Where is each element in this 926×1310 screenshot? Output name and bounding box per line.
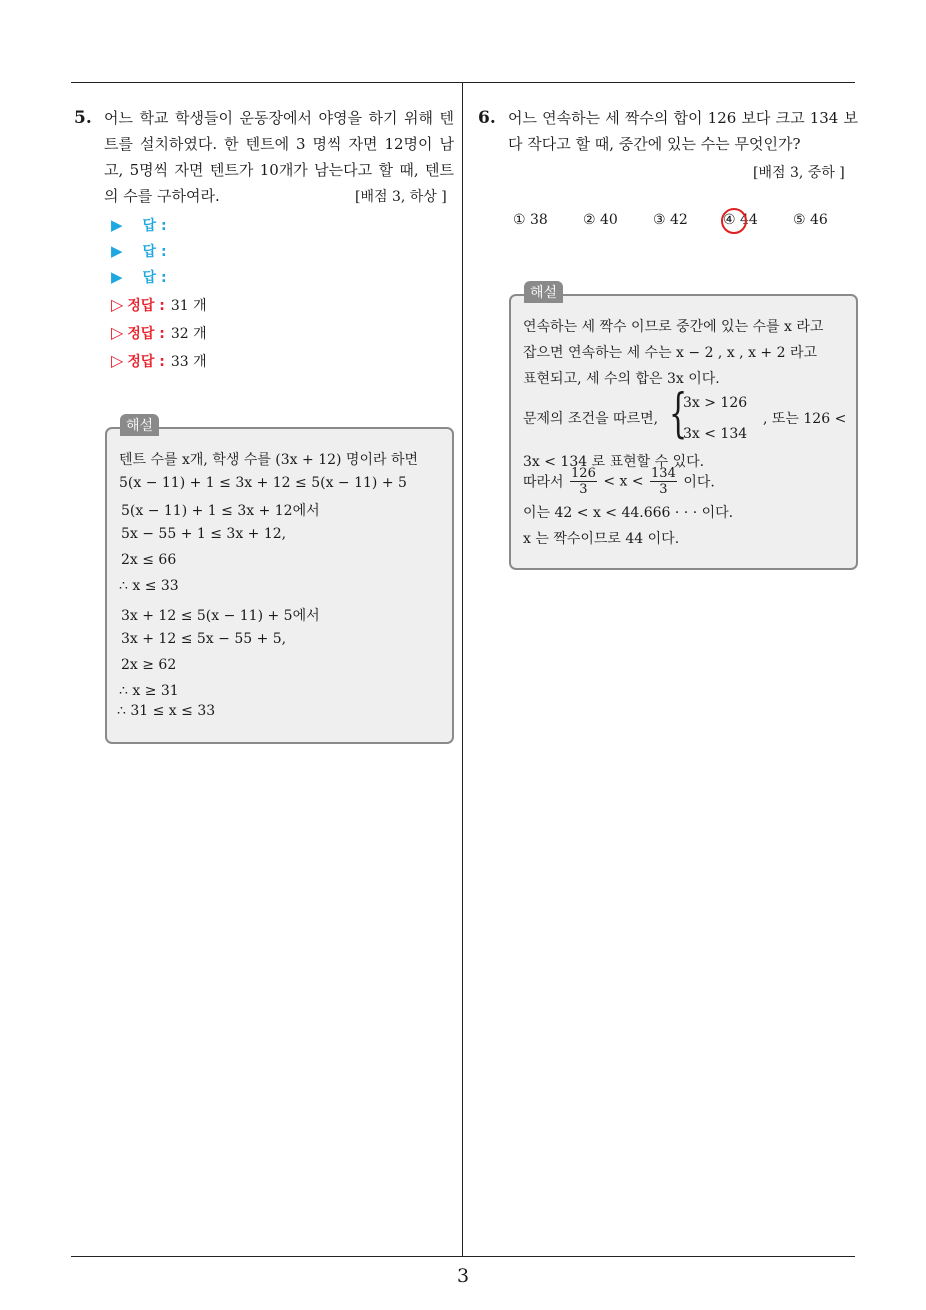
answer-line-1[interactable] [111, 213, 167, 237]
correct-value: 33 개 [170, 354, 207, 370]
question-5-score: [배점 3, 하상 ] [355, 189, 447, 205]
solution-5-line: 5(x − 11) + 1 ≤ 3x + 12에서 [121, 503, 320, 519]
top-rule [71, 82, 855, 83]
answer-line-3[interactable] [111, 265, 167, 289]
solution-6-line: x 는 짝수이므로 44 이다. [523, 531, 680, 547]
solution-6-line: 표현되고, 세 수의 합은 3x 이다. [523, 371, 720, 387]
correct-value: 32 개 [170, 326, 207, 342]
choice-3[interactable]: ③ 42 [653, 212, 688, 228]
solution-6-line: 문제의 조건을 따르면, [523, 411, 659, 427]
choice-2[interactable]: ② 40 [583, 212, 618, 228]
frac-suffix: 이다. [683, 474, 715, 491]
choice-1[interactable]: ① 38 [513, 212, 548, 228]
solution-5-line: ∴ 31 ≤ x ≤ 33 [117, 703, 216, 719]
page-number: 3 [456, 1265, 470, 1287]
solution-6-line: 연속하는 세 짝수 이므로 중간에 있는 수를 x 라고 [523, 319, 824, 335]
solution-5-line: 텐트 수를 x개, 학생 수를 (3x + 12) 명이라 하면 [119, 452, 419, 468]
play-triangle-icon: ▶ [111, 216, 123, 234]
solution-6-line: 3x < 134 로 표현할 수 있다. [523, 454, 705, 470]
correct-value: 31 개 [170, 298, 207, 314]
solution-5-line: 5(x − 11) + 1 ≤ 3x + 12 ≤ 5(x − 11) + 5 [119, 475, 407, 491]
solution-6-line: 이는 42 < x < 44.666 · · · 이다. [523, 505, 734, 521]
selected-answer-circle [721, 208, 747, 234]
choice-5[interactable]: ⑤ 46 [793, 212, 828, 228]
question-6-text: 어느 연속하는 세 짝수의 합이 126 보다 크고 134 보다 작다고 할 때, 중간에 있는 수는 무엇인가? [508, 109, 858, 153]
answer-label: 답 : [142, 270, 167, 286]
outline-triangle-icon: ▷ [111, 295, 124, 314]
system-brace: { [669, 384, 688, 444]
frac-mid: < x < [603, 473, 644, 490]
correct-answer-3 [111, 349, 207, 373]
solution-5-line: 3x + 12 ≤ 5x − 55 + 5, [121, 631, 287, 647]
correct-answer-2 [111, 321, 207, 345]
outline-triangle-icon: ▷ [111, 323, 124, 342]
outline-triangle-icon: ▷ [111, 351, 124, 370]
correct-label: 정답 : [127, 326, 165, 342]
play-triangle-icon: ▶ [111, 242, 123, 260]
play-triangle-icon: ▶ [111, 268, 123, 286]
solution-6-line: , 또는 126 < [763, 411, 847, 427]
solution-5-line: 2x ≥ 62 [121, 657, 177, 673]
answer-line-2[interactable] [111, 239, 167, 263]
system-top: 3x > 126 [683, 395, 748, 411]
solution-5-line: ∴ x ≤ 33 [119, 578, 179, 594]
fraction-134-over-3: $\frac{134}{3}$ [651, 466, 676, 497]
column-divider [462, 83, 463, 1257]
solution-5-line: 2x ≤ 66 [121, 552, 177, 568]
solution-badge-6: 해설 [524, 281, 563, 303]
correct-answer-1 [111, 293, 207, 317]
solution-badge-5: 해설 [120, 414, 159, 436]
correct-label: 정답 : [127, 354, 165, 370]
question-5-number: 5. [74, 108, 92, 128]
question-6-score: [배점 3, 중하 ] [753, 165, 845, 181]
question-6-number: 6. [478, 108, 496, 128]
solution-5-line: 5x − 55 + 1 ≤ 3x + 12, [121, 526, 287, 542]
system-bottom: 3x < 134 [683, 426, 748, 442]
choice-4[interactable]: ④ 44 [723, 212, 758, 228]
solution-5-line: 3x + 12 ≤ 5(x − 11) + 5에서 [121, 608, 320, 624]
answer-label: 답 : [142, 244, 167, 260]
solution-5-line: ∴ x ≥ 31 [119, 683, 179, 699]
correct-label: 정답 : [127, 298, 165, 314]
answer-label: 답 : [142, 218, 167, 234]
frac-prefix: 따라서 [523, 474, 564, 491]
question-5-text: 어느 학교 학생들이 운동장에서 야영을 하기 위해 텐트를 설치하였다. 한 텐트에 3 명씩 자면 12명이 남고, 5명씩 자면 텐트가 10개가 남는다고 할 때, 텐트의 수를 구하여라. [104, 109, 454, 205]
solution-6-line: 잡으면 연속하는 세 수는 x − 2 , x , x + 2 라고 [523, 345, 818, 361]
solution-6-fraction-line [523, 466, 715, 497]
fraction-126-over-3: $\frac{126}{3}$ [571, 466, 596, 497]
bottom-rule [71, 1256, 855, 1257]
